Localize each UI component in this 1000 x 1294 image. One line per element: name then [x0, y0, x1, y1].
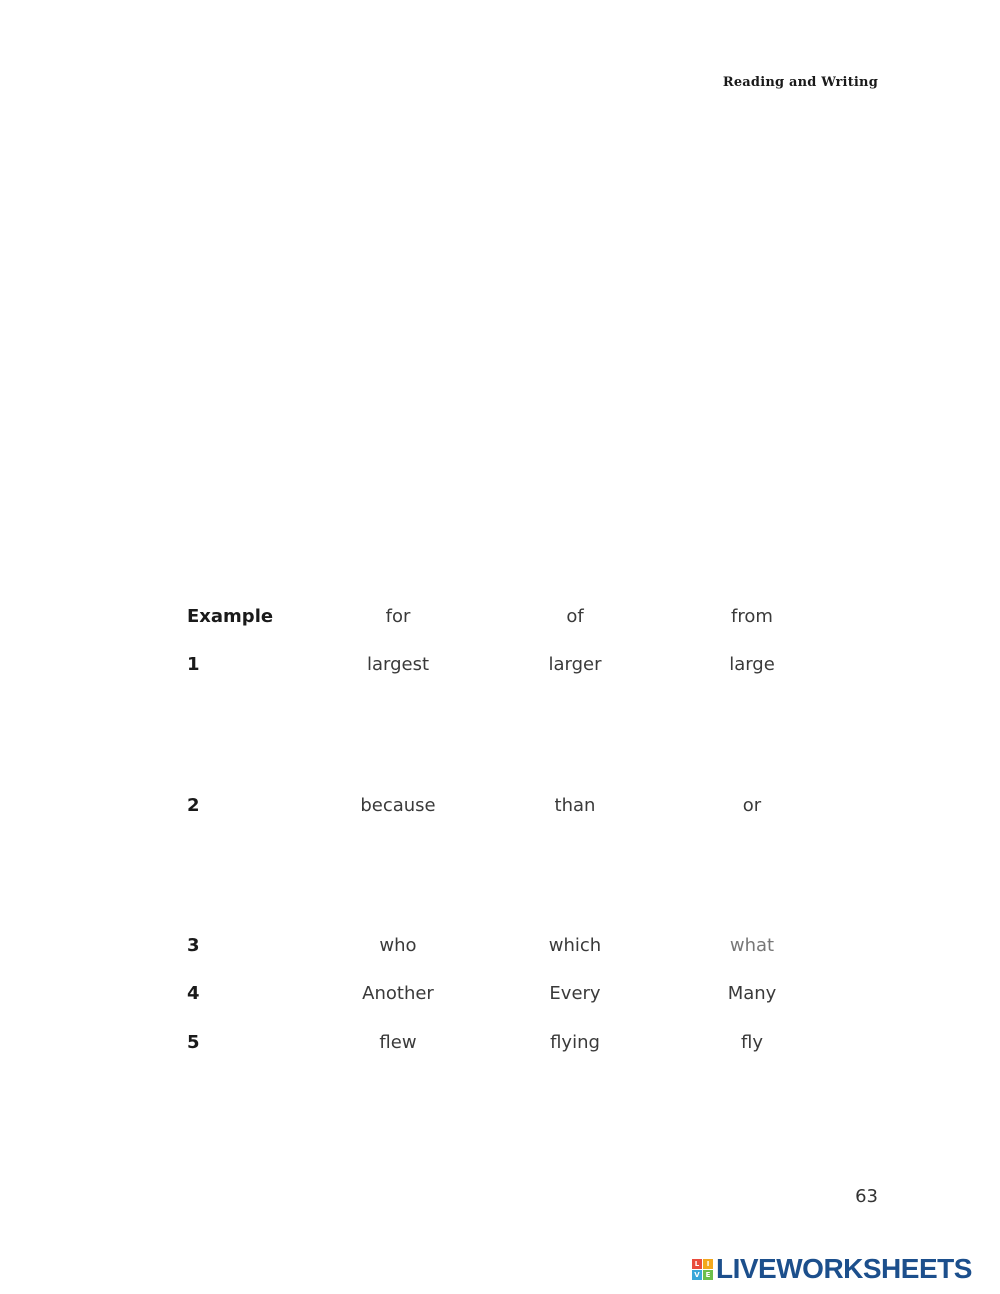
option-a[interactable]: largest: [366, 654, 430, 675]
question-row-5: [0, 1028, 1000, 1058]
row-label: 3: [187, 935, 200, 956]
row-label: 4: [187, 983, 200, 1004]
liveworksheets-brand: [692, 1254, 972, 1284]
liveworksheets-logo-icon: [692, 1259, 713, 1280]
option-a[interactable]: who: [379, 935, 417, 956]
question-row-3: [0, 931, 1000, 961]
row-label: 2: [187, 795, 200, 816]
option-c[interactable]: what: [729, 935, 775, 956]
brand-name: LIVEWORKSHEETS: [716, 1253, 972, 1284]
option-c[interactable]: fly: [741, 1032, 763, 1053]
option-b[interactable]: than: [554, 795, 596, 816]
option-b[interactable]: larger: [548, 654, 602, 675]
option-c[interactable]: large: [729, 654, 775, 675]
option-a[interactable]: because: [360, 795, 436, 816]
option-a[interactable]: Another: [362, 983, 434, 1004]
option-b[interactable]: Every: [549, 983, 601, 1004]
row-label: 5: [187, 1032, 200, 1053]
option-b[interactable]: of: [566, 606, 584, 627]
row-label: 1: [187, 654, 200, 675]
page-number: 63: [855, 1186, 878, 1207]
option-c[interactable]: or: [742, 795, 762, 816]
logo-tile: E: [703, 1270, 713, 1280]
logo-tile: L: [692, 1259, 702, 1269]
option-a[interactable]: flew: [379, 1032, 417, 1053]
question-row-1: [0, 650, 1000, 680]
row-label: Example: [187, 606, 274, 627]
example-row: [0, 602, 1000, 632]
logo-tile: I: [703, 1259, 713, 1269]
question-row-2: [0, 791, 1000, 821]
section-header: Reading and Writing: [722, 75, 878, 90]
option-b[interactable]: which: [548, 935, 602, 956]
option-c[interactable]: Many: [727, 983, 777, 1004]
question-row-4: [0, 979, 1000, 1009]
option-c[interactable]: from: [731, 606, 773, 627]
option-b[interactable]: flying: [550, 1032, 600, 1053]
option-a[interactable]: for: [385, 606, 411, 627]
logo-tile: V: [692, 1270, 702, 1280]
